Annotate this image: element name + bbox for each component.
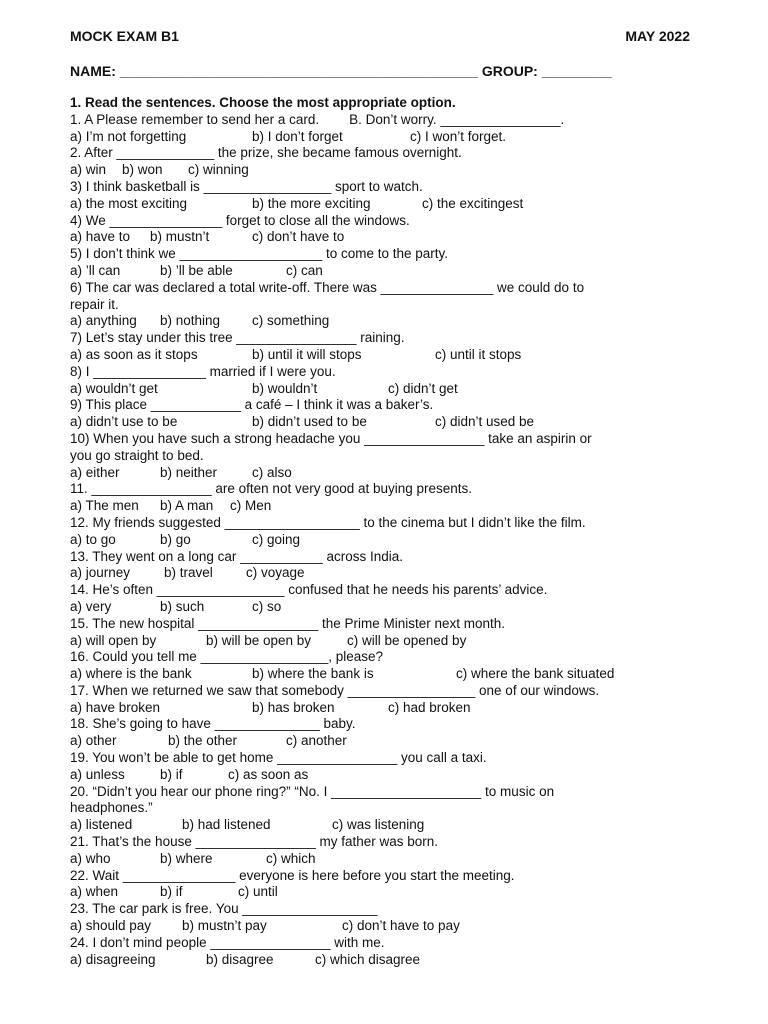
answer-option[interactable]: c) going xyxy=(252,531,301,547)
answer-option[interactable]: a) who xyxy=(70,850,111,866)
answer-options xyxy=(70,465,690,482)
question-item xyxy=(70,397,690,431)
answer-options xyxy=(70,952,690,969)
question-item xyxy=(70,330,690,364)
answer-option[interactable]: b) until it will stops xyxy=(252,346,362,362)
question-item xyxy=(70,213,690,247)
question-item xyxy=(70,683,690,717)
answer-option[interactable]: a) unless xyxy=(70,766,125,782)
question-text: 20. “Didn’t you hear our phone ring?” “No. I ____________________ to music on xyxy=(70,783,555,799)
answer-options xyxy=(70,498,690,515)
question-item xyxy=(70,716,690,750)
answer-option[interactable]: a) should pay xyxy=(70,918,152,934)
question-item xyxy=(70,246,690,280)
answer-option[interactable]: b) where xyxy=(160,850,213,866)
answer-option[interactable]: c) which disagree xyxy=(315,951,421,967)
question-text: 3) I think basketball is _________________ sport to watch. xyxy=(70,178,423,194)
question-text: 14. He’s often _________________ confused that he needs his parents’ advice. xyxy=(70,582,548,598)
answer-options xyxy=(70,918,690,935)
question-item xyxy=(70,582,690,616)
question-text: 2. After _____________ the prize, she became famous overnight. xyxy=(70,145,462,161)
question-item xyxy=(70,868,690,902)
answer-option[interactable]: c) will be opened by xyxy=(347,632,467,648)
answer-option[interactable]: a) journey xyxy=(70,565,131,581)
answer-option[interactable]: c) don’t have to pay xyxy=(342,918,460,934)
question-text: 23. The car park is free. You __________________ xyxy=(70,901,378,917)
answer-option[interactable]: b) has broken xyxy=(252,699,335,715)
answer-option[interactable]: a) ’ll can xyxy=(70,262,121,278)
answer-option[interactable]: c) I won’t forget. xyxy=(410,128,507,144)
answer-option[interactable]: a) anything xyxy=(70,313,137,329)
answer-option[interactable]: c) voyage xyxy=(246,565,305,581)
answer-option[interactable]: a) to go xyxy=(70,531,116,547)
answer-option[interactable]: b) travel xyxy=(164,565,213,581)
answer-option[interactable]: a) didn’t use to be xyxy=(70,414,178,430)
question-text: 18. She’s going to have ______________ baby. xyxy=(70,716,356,732)
answer-option[interactable]: a) listened xyxy=(70,817,133,833)
answer-option[interactable]: b) neither xyxy=(160,464,218,480)
question-text: 9) This place ____________ a café – I think it was a baker’s. xyxy=(70,397,434,413)
question-text: repair it. xyxy=(70,296,119,312)
answer-option[interactable]: c) the excitingest xyxy=(422,195,524,211)
answer-option[interactable]: a) win xyxy=(70,162,107,178)
answer-option[interactable]: a) the most exciting xyxy=(70,195,188,211)
answer-options xyxy=(70,196,690,213)
question-text: 19. You won’t be able to get home ________________ you call a taxi. xyxy=(70,750,487,766)
question-text: 11. ________________ are often not very good at buying presents. xyxy=(70,481,473,497)
answer-option[interactable]: c) winning xyxy=(188,162,249,178)
answer-options xyxy=(70,162,690,179)
answer-option[interactable]: b) mustn’t xyxy=(150,229,210,245)
answer-options xyxy=(70,532,690,549)
question-text: headphones.” xyxy=(70,800,153,816)
question-item xyxy=(70,549,690,583)
answer-option[interactable]: c) don’t have to xyxy=(252,229,345,245)
answer-option[interactable]: b) A man xyxy=(160,498,214,514)
answer-options xyxy=(70,700,690,717)
answer-option[interactable]: b) will be open by xyxy=(206,632,312,648)
question-item xyxy=(70,179,690,213)
answer-option[interactable]: c) something xyxy=(252,313,330,329)
answer-options xyxy=(70,414,690,431)
answer-option[interactable]: b) where the bank is xyxy=(252,666,374,682)
answer-option[interactable]: b) ’ll be able xyxy=(160,262,233,278)
answer-option[interactable]: a) very xyxy=(70,598,112,614)
answer-options xyxy=(70,381,690,398)
answer-options xyxy=(70,767,690,784)
question-text: 13. They went on a long car ___________ across India. xyxy=(70,548,403,564)
answer-options xyxy=(70,263,690,280)
question-text: 24. I don’t mind people ________________ with me. xyxy=(70,934,385,950)
answer-option[interactable]: c) didn’t get xyxy=(388,380,458,396)
answer-option[interactable]: b) nothing xyxy=(160,313,221,329)
answer-option[interactable]: c) until xyxy=(238,884,278,900)
answer-option[interactable]: a) either xyxy=(70,464,120,480)
exam-title: MOCK EXAM B1 xyxy=(70,28,179,44)
section-instruction: 1. Read the sentences. Choose the most appropriate option. xyxy=(70,95,456,110)
name-group-row: NAME: ______________________________________________ GROUP: _________ xyxy=(70,63,612,79)
answer-option[interactable]: c) which xyxy=(266,850,316,866)
exam-date: MAY 2022 xyxy=(625,28,690,44)
answer-options xyxy=(70,229,690,246)
question-text: 17. When we returned we saw that somebody _________________ one of our windows. xyxy=(70,682,600,698)
question-text: 5) I don’t think we ___________________ to come to the party. xyxy=(70,246,449,262)
question-text: 12. My friends suggested __________________ to the cinema but I didn’t like the film. xyxy=(70,514,586,530)
answer-options xyxy=(70,817,690,834)
question-text: 4) We _______________ forget to close all the windows. xyxy=(70,212,410,228)
answer-option[interactable]: c) was listening xyxy=(332,817,425,833)
answer-options xyxy=(70,733,690,750)
question-text: 10) When you have such a strong headache you ________________ take an aspirin or xyxy=(70,430,592,446)
question-item xyxy=(70,280,690,330)
answer-option[interactable]: a) where is the bank xyxy=(70,666,192,682)
answer-option[interactable]: c) another xyxy=(286,733,347,749)
answer-option[interactable]: a) other xyxy=(70,733,117,749)
answer-option[interactable]: b) such xyxy=(160,598,205,614)
answer-option[interactable]: b) had listened xyxy=(182,817,271,833)
answer-option[interactable]: b) didn’t used to be xyxy=(252,414,367,430)
answer-option[interactable]: b) the more exciting xyxy=(252,195,371,211)
answer-option[interactable]: c) Men xyxy=(230,498,272,514)
question-item xyxy=(70,616,690,650)
answer-options xyxy=(70,129,690,146)
answer-options xyxy=(70,313,690,330)
exam-page xyxy=(70,26,690,968)
question-item xyxy=(70,834,690,868)
answer-option[interactable]: b) disagree xyxy=(206,951,274,967)
answer-option[interactable]: a) as soon as it stops xyxy=(70,346,198,362)
answer-options xyxy=(70,599,690,616)
question-item xyxy=(70,784,690,834)
question-text: 8) I _______________ married if I were you. xyxy=(70,363,336,379)
answer-option[interactable]: a) will open by xyxy=(70,632,157,648)
answer-options xyxy=(70,851,690,868)
answer-option[interactable]: b) wouldn’t xyxy=(252,380,318,396)
question-item xyxy=(70,145,690,179)
question-item xyxy=(70,112,690,146)
answer-option[interactable]: a) have broken xyxy=(70,699,161,715)
answer-options xyxy=(70,565,690,582)
question-item xyxy=(70,481,690,515)
question-item xyxy=(70,935,690,969)
answer-options xyxy=(70,666,690,683)
answer-option[interactable]: c) had broken xyxy=(388,699,471,715)
answer-option[interactable]: b) the other xyxy=(168,733,238,749)
question-text: 21. That’s the house ________________ my father was born. xyxy=(70,834,439,850)
answer-option[interactable]: c) until it stops xyxy=(435,346,522,362)
answer-options xyxy=(70,884,690,901)
answer-option[interactable]: b) I don’t forget xyxy=(252,128,343,144)
answer-option[interactable]: a) when xyxy=(70,884,119,900)
question-item xyxy=(70,431,690,481)
question-text: 16. Could you tell me _________________, please? xyxy=(70,649,383,665)
answer-option[interactable]: a) I’m not forgetting xyxy=(70,128,187,144)
question-item xyxy=(70,750,690,784)
question-item xyxy=(70,515,690,549)
question-list xyxy=(70,112,690,969)
answer-option[interactable]: c) also xyxy=(252,464,292,480)
question-item xyxy=(70,649,690,683)
answer-option[interactable]: b) won xyxy=(122,162,163,178)
answer-option[interactable]: a) wouldn’t get xyxy=(70,380,158,396)
answer-option[interactable]: c) can xyxy=(286,262,323,278)
exam-header xyxy=(70,26,690,46)
answer-options xyxy=(70,633,690,650)
question-text: 1. A Please remember to send her a card. B. Don’t worry. ________________. xyxy=(70,111,565,127)
answer-option[interactable]: c) where the bank situated xyxy=(456,666,615,682)
question-text: you go straight to bed. xyxy=(70,447,204,463)
question-text: 7) Let’s stay under this tree ________________ raining. xyxy=(70,330,405,346)
answer-option[interactable]: a) have to xyxy=(70,229,131,245)
question-text: 22. Wait _______________ everyone is here before you start the meeting. xyxy=(70,867,515,883)
question-item xyxy=(70,364,690,398)
question-text: 15. The new hospital ________________ the Prime Minister next month. xyxy=(70,615,506,631)
answer-option[interactable]: a) The men xyxy=(70,498,139,514)
answer-option[interactable]: c) didn’t used be xyxy=(435,414,535,430)
answer-option[interactable]: c) as soon as xyxy=(228,766,309,782)
question-item xyxy=(70,901,690,935)
answer-option[interactable]: c) so xyxy=(252,598,282,614)
answer-option[interactable]: b) if xyxy=(160,884,183,900)
answer-option[interactable]: b) go xyxy=(160,531,191,547)
answer-option[interactable]: b) if xyxy=(160,766,183,782)
answer-options xyxy=(70,347,690,364)
answer-option[interactable]: a) disagreeing xyxy=(70,951,156,967)
answer-option[interactable]: b) mustn’t pay xyxy=(182,918,267,934)
question-text: 6) The car was declared a total write-off. There was _______________ we could do to xyxy=(70,279,585,295)
